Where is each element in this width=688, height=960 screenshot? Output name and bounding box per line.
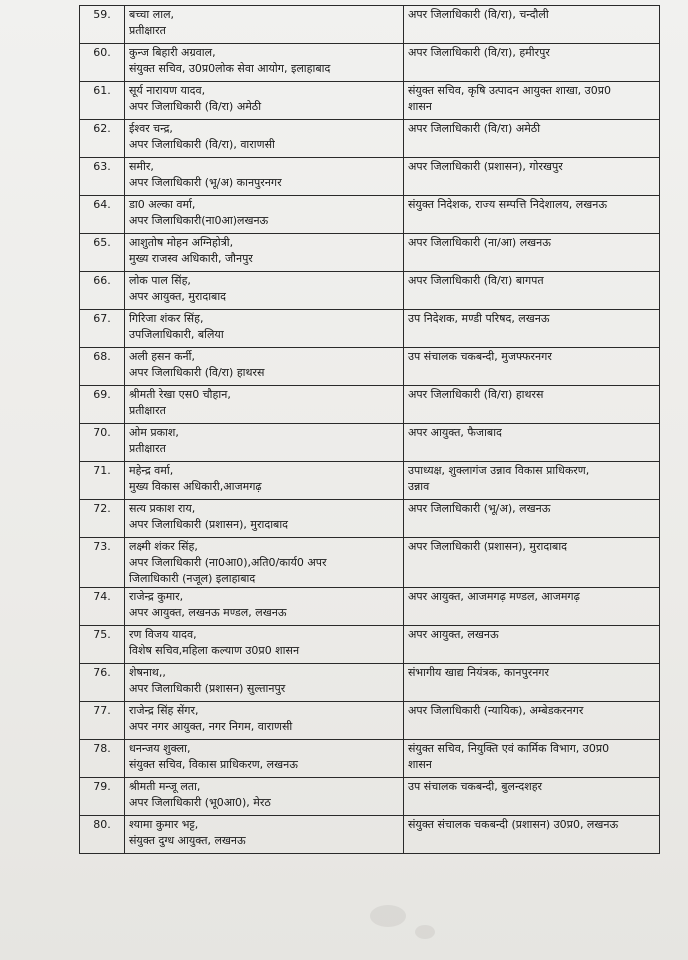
current-posting-line: अपर आयुक्त, लखनऊ मण्डल, लखनऊ [129, 606, 287, 619]
current-posting-cell [125, 500, 404, 538]
table-row [80, 234, 660, 272]
current-posting-line: अपर नगर आयुक्त, नगर निगम, वाराणसी [129, 720, 293, 733]
serial-number: 72. [80, 500, 125, 538]
officer-name: धनन्जय शुक्ला, [129, 742, 191, 755]
new-posting-cell [404, 588, 660, 626]
table-row [80, 702, 660, 740]
new-posting-line: अपर जिलाधिकारी (प्रशासन), मुरादाबाद [408, 540, 568, 553]
new-posting-line: संयुक्त संचालक चकबन्दी (प्रशासन) उ0प्र0, लखनऊ [408, 818, 619, 831]
current-posting-cell [125, 626, 404, 664]
serial-number: 70. [80, 424, 125, 462]
current-posting-line: अपर जिलाधिकारी (भू/अ) कानपुरनगर [129, 176, 282, 189]
serial-number: 79. [80, 778, 125, 816]
new-posting-line: संयुक्त सचिव, कृषि उत्पादन आयुक्त शाखा, उ0प्र0 [408, 84, 611, 97]
serial-number: 62. [80, 120, 125, 158]
current-posting-line: प्रतीक्षारत [129, 442, 166, 455]
new-posting-cell [404, 120, 660, 158]
new-posting-line: उप संचालक चकबन्दी, मुजफ्फरनगर [408, 350, 552, 363]
table-row [80, 462, 660, 500]
current-posting-line: संयुक्त सचिव, उ0प्र0लोक सेवा आयोग, इलाहाबाद [129, 62, 331, 75]
new-posting-cell [404, 44, 660, 82]
officer-name: राजेन्द्र सिंह सेंगर, [129, 704, 199, 717]
table-row [80, 196, 660, 234]
serial-number: 63. [80, 158, 125, 196]
current-posting-line: अपर जिलाधिकारी (वि/रा), वाराणसी [129, 138, 275, 151]
new-posting-cell [404, 272, 660, 310]
new-posting-cell [404, 158, 660, 196]
officer-name: लोक पाल सिंह, [129, 274, 191, 287]
table-row [80, 310, 660, 348]
new-posting-line: अपर जिलाधिकारी (प्रशासन), गोरखपुर [408, 160, 563, 173]
new-posting-line: अपर जिलाधिकारी (वि/रा), चन्दौली [408, 8, 549, 21]
officer-name: शेषनाथ,, [129, 666, 166, 679]
serial-number: 76. [80, 664, 125, 702]
new-posting-line: संयुक्त सचिव, नियुक्ति एवं कार्मिक विभाग, उ0प्र0 [408, 742, 610, 755]
current-posting-line: संयुक्त सचिव, विकास प्राधिकरण, लखनऊ [129, 758, 298, 771]
current-posting-cell [125, 310, 404, 348]
current-posting-line: जिलाधिकारी (नजूल) इलाहाबाद [129, 572, 256, 585]
paper-smudge [415, 925, 435, 939]
officer-name: आशुतोष मोहन अग्निहोत्री, [129, 236, 234, 249]
new-posting-cell [404, 778, 660, 816]
table-row [80, 538, 660, 588]
officer-name: राजेन्द्र कुमार, [129, 590, 184, 603]
officer-name: ओम प्रकाश, [129, 426, 179, 439]
new-posting-line: संयुक्त निदेशक, राज्य सम्पत्ति निदेशालय, लखनऊ [408, 198, 608, 211]
serial-number: 80. [80, 816, 125, 854]
new-posting-cell [404, 740, 660, 778]
serial-number: 60. [80, 44, 125, 82]
current-posting-cell [125, 158, 404, 196]
officer-name: ईश्वर चन्द्र, [129, 122, 173, 135]
officer-name: श्रीमती रेखा एस0 चौहान, [129, 388, 231, 401]
officer-name: लक्ष्मी शंकर सिंह, [129, 540, 198, 553]
serial-number: 66. [80, 272, 125, 310]
new-posting-cell [404, 424, 660, 462]
table-row [80, 272, 660, 310]
new-posting-cell [404, 196, 660, 234]
table-row [80, 44, 660, 82]
current-posting-cell [125, 664, 404, 702]
new-posting-cell [404, 816, 660, 854]
current-posting-line: अपर जिलाधिकारी (प्रशासन) सुल्तानपुर [129, 682, 286, 695]
serial-number: 59. [80, 6, 125, 44]
serial-number: 69. [80, 386, 125, 424]
current-posting-line: अपर जिलाधिकारी (भू0आ0), मेरठ [129, 796, 271, 809]
new-posting-line: अपर जिलाधिकारी (न्यायिक), अम्बेडकरनगर [408, 704, 584, 717]
new-posting-line: उपाध्यक्ष, शुक्लागंज उन्नाव विकास प्राधिकरण, [408, 464, 590, 477]
new-posting-cell [404, 664, 660, 702]
current-posting-cell [125, 272, 404, 310]
officer-name: कुन्ज बिहारी अग्रवाल, [129, 46, 216, 59]
new-posting-line: अपर जिलाधिकारी (ना/आ) लखनऊ [408, 236, 551, 249]
table-row [80, 588, 660, 626]
current-posting-line: अपर जिलाधिकारी (ना0आ0),अति0/कार्य0 अपर [129, 556, 327, 569]
table-row [80, 664, 660, 702]
new-posting-line: अपर आयुक्त, आजमगढ़ मण्डल, आजमगढ़ [408, 590, 580, 603]
serial-number: 73. [80, 538, 125, 588]
current-posting-cell [125, 348, 404, 386]
new-posting-line: अपर जिलाधिकारी (वि/रा) अमेठी [408, 122, 541, 135]
new-posting-line: अपर जिलाधिकारी (भू/अ), लखनऊ [408, 502, 551, 515]
officer-name: सत्य प्रकाश राय, [129, 502, 196, 515]
officer-name: बच्चा लाल, [129, 8, 175, 21]
new-posting-cell [404, 82, 660, 120]
new-posting-cell [404, 348, 660, 386]
current-posting-cell [125, 234, 404, 272]
current-posting-cell [125, 778, 404, 816]
serial-number: 65. [80, 234, 125, 272]
transfer-table [79, 5, 660, 854]
officer-name: श्यामा कुमार भट्ट, [129, 818, 199, 831]
serial-number: 61. [80, 82, 125, 120]
new-posting-cell [404, 234, 660, 272]
new-posting-cell [404, 626, 660, 664]
new-posting-cell [404, 538, 660, 588]
current-posting-cell [125, 386, 404, 424]
serial-number: 75. [80, 626, 125, 664]
current-posting-line: प्रतीक्षारत [129, 24, 166, 37]
officer-name: समीर, [129, 160, 154, 173]
table-row [80, 424, 660, 462]
current-posting-line: अपर जिलाधिकारी (प्रशासन), मुरादाबाद [129, 518, 289, 531]
current-posting-line: विशेष सचिव,महिला कल्याण उ0प्र0 शासन [129, 644, 300, 657]
paper-smudge [370, 905, 406, 927]
serial-number: 77. [80, 702, 125, 740]
serial-number: 78. [80, 740, 125, 778]
serial-number: 67. [80, 310, 125, 348]
new-posting-line: शासन [408, 758, 432, 771]
table-row [80, 120, 660, 158]
new-posting-line: अपर जिलाधिकारी (वि/रा) बागपत [408, 274, 544, 287]
new-posting-line: अपर आयुक्त, फैजाबाद [408, 426, 502, 439]
officer-name: सूर्य नारायण यादव, [129, 84, 206, 97]
current-posting-line: अपर आयुक्त, मुरादाबाद [129, 290, 227, 303]
table-row [80, 500, 660, 538]
officer-name: अली हसन कर्नी, [129, 350, 195, 363]
officer-name: श्रीमती मन्जू लता, [129, 780, 201, 793]
current-posting-line: मुख्य विकास अधिकारी,आजमगढ़ [129, 480, 262, 493]
new-posting-line: संभागीय खाद्य नियंत्रक, कानपुरनगर [408, 666, 550, 679]
new-posting-line: अपर जिलाधिकारी (वि/रा) हाथरस [408, 388, 544, 401]
current-posting-cell [125, 44, 404, 82]
current-posting-line: अपर जिलाधिकारी (वि/रा) हाथरस [129, 366, 265, 379]
new-posting-line: शासन [408, 100, 432, 113]
table-row [80, 82, 660, 120]
current-posting-line: संयुक्त दुग्ध आयुक्त, लखनऊ [129, 834, 246, 847]
current-posting-cell [125, 82, 404, 120]
table-row [80, 778, 660, 816]
current-posting-cell [125, 740, 404, 778]
new-posting-cell [404, 702, 660, 740]
current-posting-cell [125, 462, 404, 500]
new-posting-line: अपर जिलाधिकारी (वि/रा), हमीरपुर [408, 46, 550, 59]
table-row [80, 158, 660, 196]
table-row [80, 6, 660, 44]
current-posting-cell [125, 6, 404, 44]
table-row [80, 740, 660, 778]
serial-number: 68. [80, 348, 125, 386]
new-posting-line: उप संचालक चकबन्दी, बुलन्दशहर [408, 780, 543, 793]
current-posting-line: अपर जिलाधिकारी (वि/रा) अमेठी [129, 100, 262, 113]
serial-number: 74. [80, 588, 125, 626]
officer-name: गिरिजा शंकर सिंह, [129, 312, 204, 325]
transfer-table-body [80, 6, 660, 854]
officer-name: रण विजय यादव, [129, 628, 197, 641]
table-row [80, 386, 660, 424]
new-posting-cell [404, 386, 660, 424]
current-posting-cell [125, 538, 404, 588]
current-posting-cell [125, 196, 404, 234]
current-posting-cell [125, 816, 404, 854]
officer-name: डा0 अल्का वर्मा, [129, 198, 196, 211]
serial-number: 64. [80, 196, 125, 234]
current-posting-cell [125, 702, 404, 740]
new-posting-line: उप निदेशक, मण्डी परिषद, लखनऊ [408, 312, 550, 325]
current-posting-line: प्रतीक्षारत [129, 404, 166, 417]
new-posting-cell [404, 500, 660, 538]
new-posting-cell [404, 6, 660, 44]
current-posting-line: अपर जिलाधिकारी(ना0आ)लखनऊ [129, 214, 269, 227]
table-row [80, 626, 660, 664]
serial-number: 71. [80, 462, 125, 500]
new-posting-cell [404, 310, 660, 348]
current-posting-line: मुख्य राजस्व अधिकारी, जौनपुर [129, 252, 253, 265]
current-posting-line: उपजिलाधिकारी, बलिया [129, 328, 224, 341]
table-row [80, 348, 660, 386]
new-posting-line: उन्नाव [408, 480, 430, 493]
current-posting-cell [125, 424, 404, 462]
table-row [80, 816, 660, 854]
new-posting-cell [404, 462, 660, 500]
current-posting-cell [125, 120, 404, 158]
officer-name: महेन्द्र वर्मा, [129, 464, 174, 477]
current-posting-cell [125, 588, 404, 626]
new-posting-line: अपर आयुक्त, लखनऊ [408, 628, 499, 641]
